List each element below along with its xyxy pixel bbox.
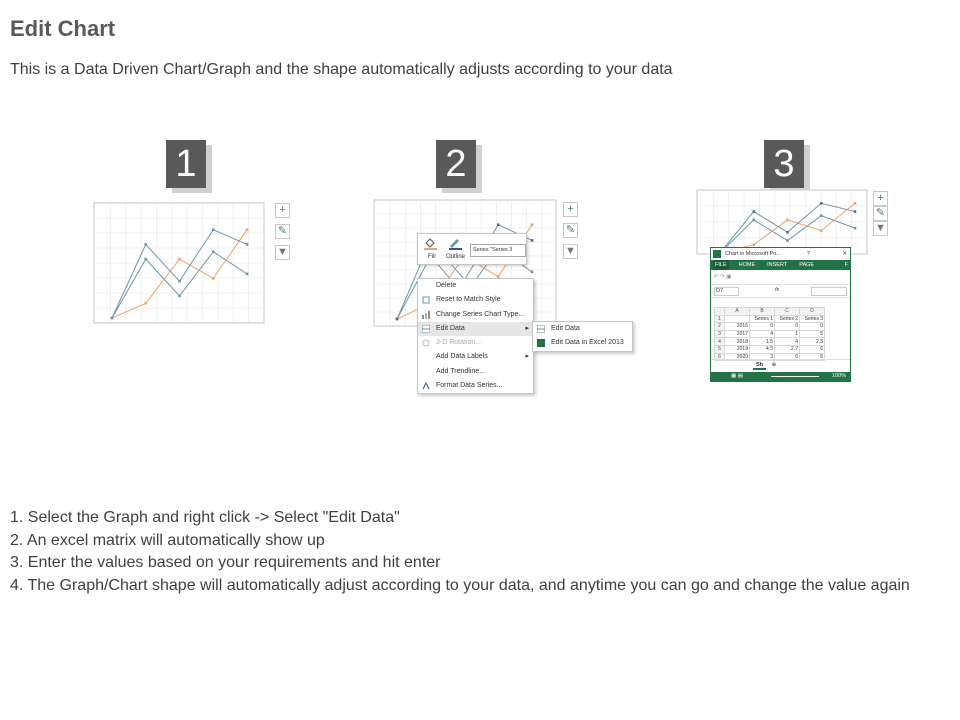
page-title: Edit Chart xyxy=(10,16,116,41)
fill-bucket-icon[interactable] xyxy=(423,236,435,248)
series-select[interactable] xyxy=(470,244,526,257)
excel-column-header-row xyxy=(715,308,825,316)
series-3-point-2 xyxy=(752,210,755,213)
submenu-arrow-icon: ▸ xyxy=(525,324,529,332)
excel-tab-home[interactable]: HOME xyxy=(738,262,756,268)
series-2-point-3 xyxy=(786,219,789,222)
table-cell[interactable]: 1.5 xyxy=(750,338,775,346)
add-sheet-icon[interactable]: ⊕ xyxy=(771,362,777,368)
table-row xyxy=(715,345,825,353)
series-1-point-4 xyxy=(820,214,823,217)
outline-label: Outline xyxy=(446,254,466,260)
excel-window xyxy=(710,247,851,382)
series-2-point-2 xyxy=(752,243,755,246)
excel-window-title: Chart in Microsoft Po... xyxy=(725,251,781,257)
series-3-point-5 xyxy=(246,243,249,246)
series-2-point-4 xyxy=(212,277,215,280)
excel-sheet-tab[interactable]: Sh xyxy=(753,362,766,370)
zoom-level: 100% xyxy=(831,373,846,379)
excel-sheet-tabs xyxy=(711,359,850,370)
menu-item-reset-style[interactable]: Reset to Match Style xyxy=(418,293,533,307)
series-2-point-2 xyxy=(144,302,147,305)
table-cell[interactable] xyxy=(725,315,750,323)
redo-icon[interactable]: ↷ xyxy=(720,274,725,280)
series-3-point-1 xyxy=(396,318,399,321)
table-cell[interactable]: Series 1 xyxy=(750,315,775,323)
step-badge-1: 1 xyxy=(166,140,206,188)
chart-styles-brush-icon[interactable]: ✎ xyxy=(275,224,290,239)
table-cell[interactable]: 6 xyxy=(800,345,825,353)
menu-item-format-data-series[interactable]: Format Data Series... xyxy=(418,379,533,393)
table-row xyxy=(715,330,825,338)
instruction-3: 3. Enter the values based on your requirements and hit enter xyxy=(10,554,441,571)
series-1-point-3 xyxy=(178,295,181,298)
menu-item-delete[interactable]: Delete xyxy=(436,282,457,289)
row-header[interactable]: 3 xyxy=(715,330,725,338)
table-cell[interactable]: Series 2 xyxy=(775,315,800,323)
excel-quick-toolbar xyxy=(711,270,850,285)
table-cell[interactable]: 2.7 xyxy=(775,345,800,353)
table-cell[interactable]: 0 xyxy=(800,323,825,331)
table-cell[interactable]: 5 xyxy=(800,330,825,338)
series-1-point-4 xyxy=(212,250,215,253)
excel-titlebar xyxy=(711,248,850,260)
excel-tab-page-layout[interactable]: PAGE LAYOUT xyxy=(799,262,821,278)
submenu-arrow-icon-2: ▸ xyxy=(525,353,529,361)
table-row xyxy=(715,323,825,331)
table-cell[interactable]: 1 xyxy=(775,330,800,338)
formula-fx-icon: fx xyxy=(775,287,780,293)
series-1-point-2 xyxy=(752,219,755,222)
reset-style-icon xyxy=(422,296,430,304)
table-cell[interactable]: Series 3 xyxy=(800,315,825,323)
row-header[interactable]: 6 xyxy=(715,353,725,361)
series-1-point-5 xyxy=(531,271,534,274)
series-2-point-5 xyxy=(531,223,534,226)
edit-data-icon xyxy=(422,325,430,333)
submenu-item-edit-data-excel[interactable]: Edit Data in Excel 2013 xyxy=(533,336,632,350)
chart-filter-icon[interactable]: ▼ xyxy=(275,245,290,260)
series-3-point-1 xyxy=(111,317,114,320)
format-series-icon xyxy=(422,382,430,390)
series-3-point-5 xyxy=(531,239,534,242)
excel-data-grid[interactable] xyxy=(714,307,825,361)
chart-filter-icon-3[interactable]: ▼ xyxy=(873,221,888,236)
excel-formula-input[interactable] xyxy=(811,287,847,296)
edit-data-submenu xyxy=(532,321,633,352)
excel-tab-file[interactable]: FILE xyxy=(715,262,727,268)
rotation-icon xyxy=(422,339,430,347)
format-mini-toolbar xyxy=(417,233,527,265)
undo-icon[interactable]: ↶ xyxy=(714,274,719,280)
excel-app-icon xyxy=(713,250,721,258)
series-1-point-5 xyxy=(246,273,249,276)
series-2-point-5 xyxy=(854,202,857,205)
chart-elements-plus-icon[interactable]: + xyxy=(275,203,290,218)
series-1-point-2 xyxy=(144,258,147,261)
zoom-slider[interactable] xyxy=(771,376,819,377)
series-3-point-4 xyxy=(212,228,215,231)
series-3-point-4 xyxy=(820,202,823,205)
excel-col-a[interactable]: A xyxy=(725,308,750,316)
row-header[interactable]: 5 xyxy=(715,345,725,353)
row-header[interactable]: 2 xyxy=(715,323,725,331)
excel-ribbon-tabs xyxy=(711,260,850,278)
edit-data-icon-2 xyxy=(537,325,545,333)
chart-elements-plus-icon-2[interactable]: + xyxy=(563,202,578,217)
chart-type-icon xyxy=(422,311,430,319)
excel-col-b[interactable]: B xyxy=(750,308,775,316)
series-2-point-3 xyxy=(178,258,181,261)
series-3-point-4 xyxy=(497,223,500,226)
series-3-point-3 xyxy=(178,280,181,283)
chart-styles-brush-icon-2[interactable]: ✎ xyxy=(563,223,578,238)
submenu-item-edit-data[interactable]: Edit Data xyxy=(533,322,632,336)
table-cell[interactable]: 4 xyxy=(750,330,775,338)
row-header[interactable]: 1 xyxy=(715,315,725,323)
series-2-point-5 xyxy=(246,228,249,231)
series-3-point-3 xyxy=(786,231,789,234)
series-1-point-3 xyxy=(786,239,789,242)
excel-name-box[interactable]: D7 xyxy=(714,287,739,296)
chart-elements-plus-icon-3[interactable]: + xyxy=(873,191,888,206)
step-badge-3: 3 xyxy=(764,140,804,188)
excel-tab-insert[interactable]: INSERT xyxy=(767,262,788,268)
table-cell[interactable]: 3 xyxy=(750,353,775,361)
chart-filter-icon-2[interactable]: ▼ xyxy=(563,244,578,259)
save-icon[interactable]: ▣ xyxy=(726,274,732,280)
excel-status-bar xyxy=(711,372,850,381)
table-row xyxy=(715,315,825,323)
menu-item-change-chart-type[interactable]: Change Series Chart Type... xyxy=(418,308,533,322)
excel-tab-more[interactable]: F xyxy=(844,262,848,268)
excel-col-d[interactable]: D xyxy=(800,308,825,316)
table-cell[interactable]: 0 xyxy=(750,323,775,331)
step-badge-2: 2 xyxy=(436,140,476,188)
instruction-4: 4. The Graph/Chart shape will automatically adjust according to your data, and anytime you can go and change the value again xyxy=(10,576,910,594)
menu-item-add-trendline[interactable]: Add Trendline... xyxy=(436,367,486,375)
table-cell[interactable]: 2018 xyxy=(725,338,750,346)
view-icons[interactable]: ▦ ▤ xyxy=(731,373,743,379)
fill-label: Fill xyxy=(428,254,436,260)
excel-col-c[interactable]: C xyxy=(775,308,800,316)
menu-item-add-data-labels[interactable]: Add Data Labels ▸ xyxy=(418,350,533,364)
series-1-point-5 xyxy=(854,227,857,230)
series-3-point-5 xyxy=(854,210,857,213)
page-subtitle: This is a Data Driven Chart/Graph and the shape automatically adjusts according to your data xyxy=(10,61,673,78)
excel-corner-cell[interactable] xyxy=(715,308,725,316)
step1-chart[interactable] xyxy=(92,200,267,326)
instruction-2: 2. An excel matrix will automatically show up xyxy=(10,531,325,549)
table-cell[interactable]: 6 xyxy=(775,353,800,361)
instructions xyxy=(10,507,945,597)
excel-close-icon[interactable]: ✕ xyxy=(842,251,847,257)
table-cell[interactable]: 2017 xyxy=(725,330,750,338)
instruction-1: 1. Select the Graph and right click -> Select "Edit Data" xyxy=(10,509,400,526)
table-cell[interactable]: 2020 xyxy=(725,353,750,361)
table-cell[interactable]: 2.5 xyxy=(800,338,825,346)
row-header[interactable]: 4 xyxy=(715,338,725,346)
series-select-value: Series "Series 3 xyxy=(473,247,513,253)
excel-icon xyxy=(537,339,545,347)
chart-styles-brush-icon-3[interactable]: ✎ xyxy=(873,206,888,221)
table-cell[interactable]: 0 xyxy=(775,323,800,331)
series-3-point-2 xyxy=(144,243,147,246)
table-cell[interactable]: 4 xyxy=(775,338,800,346)
menu-item-3d-rotation[interactable]: 3-D Rotation... xyxy=(418,336,533,350)
excel-help-icon[interactable]: ? xyxy=(806,251,810,257)
table-cell[interactable]: 4.5 xyxy=(750,345,775,353)
table-cell[interactable]: 2019 xyxy=(725,345,750,353)
excel-formula-bar xyxy=(711,285,850,298)
menu-item-edit-data[interactable]: Edit Data ▸ xyxy=(418,322,533,336)
table-row xyxy=(715,338,825,346)
outline-pen-icon[interactable] xyxy=(448,236,460,248)
series-2-point-4 xyxy=(820,229,823,232)
table-cell[interactable]: 5 xyxy=(800,353,825,361)
table-cell[interactable]: 2016 xyxy=(725,323,750,331)
context-menu xyxy=(417,278,534,394)
